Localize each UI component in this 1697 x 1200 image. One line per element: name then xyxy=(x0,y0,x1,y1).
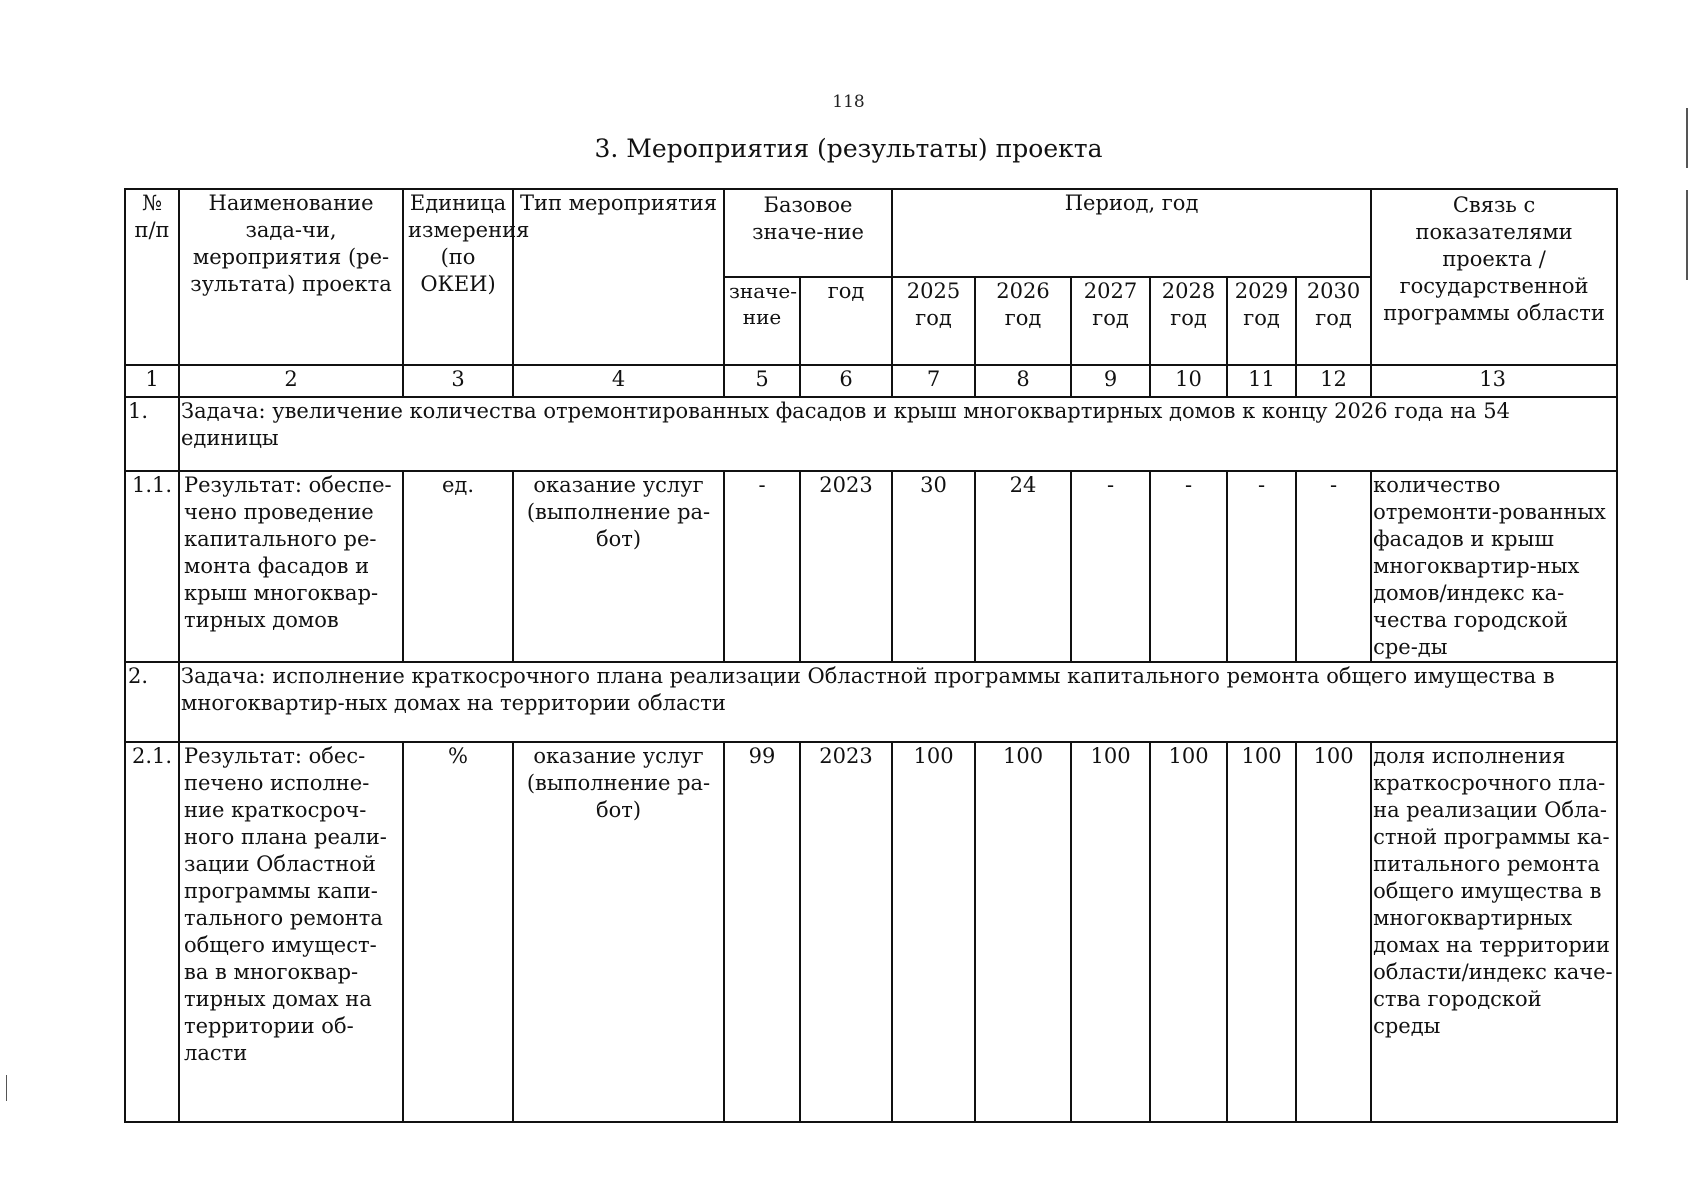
result-type: оказание услуг (выполнение ра-бот) xyxy=(513,471,724,662)
result-name: Результат: обес-печено исполне-ние краткосроч-ного плана реали-зации Областной программы капи-тального ремонта общего имущест-ва в многоквар-тирных домах на территории об-ласти xyxy=(179,742,403,1122)
column-number: 10 xyxy=(1150,365,1227,397)
header-link: Связь с показателями проекта / государственной программы области xyxy=(1371,189,1617,365)
result-link: количество отремонти-рованных фасадов и крыш многоквартир-ных домов/индекс ка-чества городской сре-ды xyxy=(1371,471,1617,662)
column-number: 6 xyxy=(800,365,892,397)
task-row xyxy=(125,662,1617,742)
column-number: 13 xyxy=(1371,365,1617,397)
result-row xyxy=(125,471,1617,662)
column-number: 9 xyxy=(1071,365,1150,397)
task-num: 1. xyxy=(125,397,179,471)
result-value-2026: 24 xyxy=(975,471,1071,662)
result-num: 1.1. xyxy=(125,471,179,662)
result-name: Результат: обеспе-чено проведение капитального ре-монта фасадов и крыш многоквар-тирных домов xyxy=(179,471,403,662)
column-number: 5 xyxy=(724,365,800,397)
header-year-2028: 2028 год xyxy=(1150,277,1227,365)
result-value-2030: - xyxy=(1296,471,1371,662)
header-name: Наименование зада-чи, мероприятия (ре-зультата) проекта xyxy=(179,189,403,365)
scan-margin-mark xyxy=(1686,190,1688,280)
result-value-2025: 100 xyxy=(892,742,975,1122)
result-value-2030: 100 xyxy=(1296,742,1371,1122)
task-row xyxy=(125,397,1617,471)
scan-margin-mark xyxy=(6,1075,7,1101)
result-base-value: 99 xyxy=(724,742,800,1122)
header-period: Период, год xyxy=(892,189,1371,277)
scan-margin-mark xyxy=(1686,108,1688,168)
header-unit: Единица измерения (по ОКЕИ) xyxy=(403,189,513,365)
column-number: 4 xyxy=(513,365,724,397)
result-value-2028: - xyxy=(1150,471,1227,662)
header-base-value: значе-ние xyxy=(724,277,800,365)
result-base-value: - xyxy=(724,471,800,662)
header-type: Тип мероприятия xyxy=(513,189,724,365)
result-value-2027: - xyxy=(1071,471,1150,662)
result-base-year: 2023 xyxy=(800,742,892,1122)
header-base-year: год xyxy=(800,277,892,365)
column-numbers-row xyxy=(125,365,1617,397)
page-number: 118 xyxy=(832,92,865,112)
task-text: Задача: увеличение количества отремонтированных фасадов и крыш многоквартирных домов к концу 2026 года на 54 единицы xyxy=(179,397,1617,471)
result-base-year: 2023 xyxy=(800,471,892,662)
column-number: 3 xyxy=(403,365,513,397)
column-number: 7 xyxy=(892,365,975,397)
column-number: 8 xyxy=(975,365,1071,397)
result-link: доля исполнения краткосрочного пла-на реализации Обла-стной программы ка-питального ремонта общего имущества в многоквартирных домах на территории области/индекс каче-ства городской среды xyxy=(1371,742,1617,1122)
result-value-2026: 100 xyxy=(975,742,1071,1122)
column-number: 2 xyxy=(179,365,403,397)
result-num: 2.1. xyxy=(125,742,179,1122)
result-value-2027: 100 xyxy=(1071,742,1150,1122)
column-number: 1 xyxy=(125,365,179,397)
result-unit: ед. xyxy=(403,471,513,662)
header-num: № п/п xyxy=(125,189,179,365)
events-table xyxy=(124,188,1618,1123)
header-year-2029: 2029 год xyxy=(1227,277,1296,365)
result-value-2029: 100 xyxy=(1227,742,1296,1122)
task-text: Задача: исполнение краткосрочного плана реализации Областной программы капитального ремонта общего имущества в многоквартир-ных домах на территории области xyxy=(179,662,1617,742)
column-number: 12 xyxy=(1296,365,1371,397)
result-value-2028: 100 xyxy=(1150,742,1227,1122)
header-base: Базовое значе-ние xyxy=(724,189,892,277)
result-unit: % xyxy=(403,742,513,1122)
header-year-2026: 2026 год xyxy=(975,277,1071,365)
column-number: 11 xyxy=(1227,365,1296,397)
result-type: оказание услуг (выполнение ра-бот) xyxy=(513,742,724,1122)
page-title: 3. Мероприятия (результаты) проекта xyxy=(594,134,1103,163)
task-num: 2. xyxy=(125,662,179,742)
result-value-2029: - xyxy=(1227,471,1296,662)
header-year-2025: 2025 год xyxy=(892,277,975,365)
result-row xyxy=(125,742,1617,1122)
header-year-2027: 2027 год xyxy=(1071,277,1150,365)
header-year-2030: 2030 год xyxy=(1296,277,1371,365)
result-value-2025: 30 xyxy=(892,471,975,662)
